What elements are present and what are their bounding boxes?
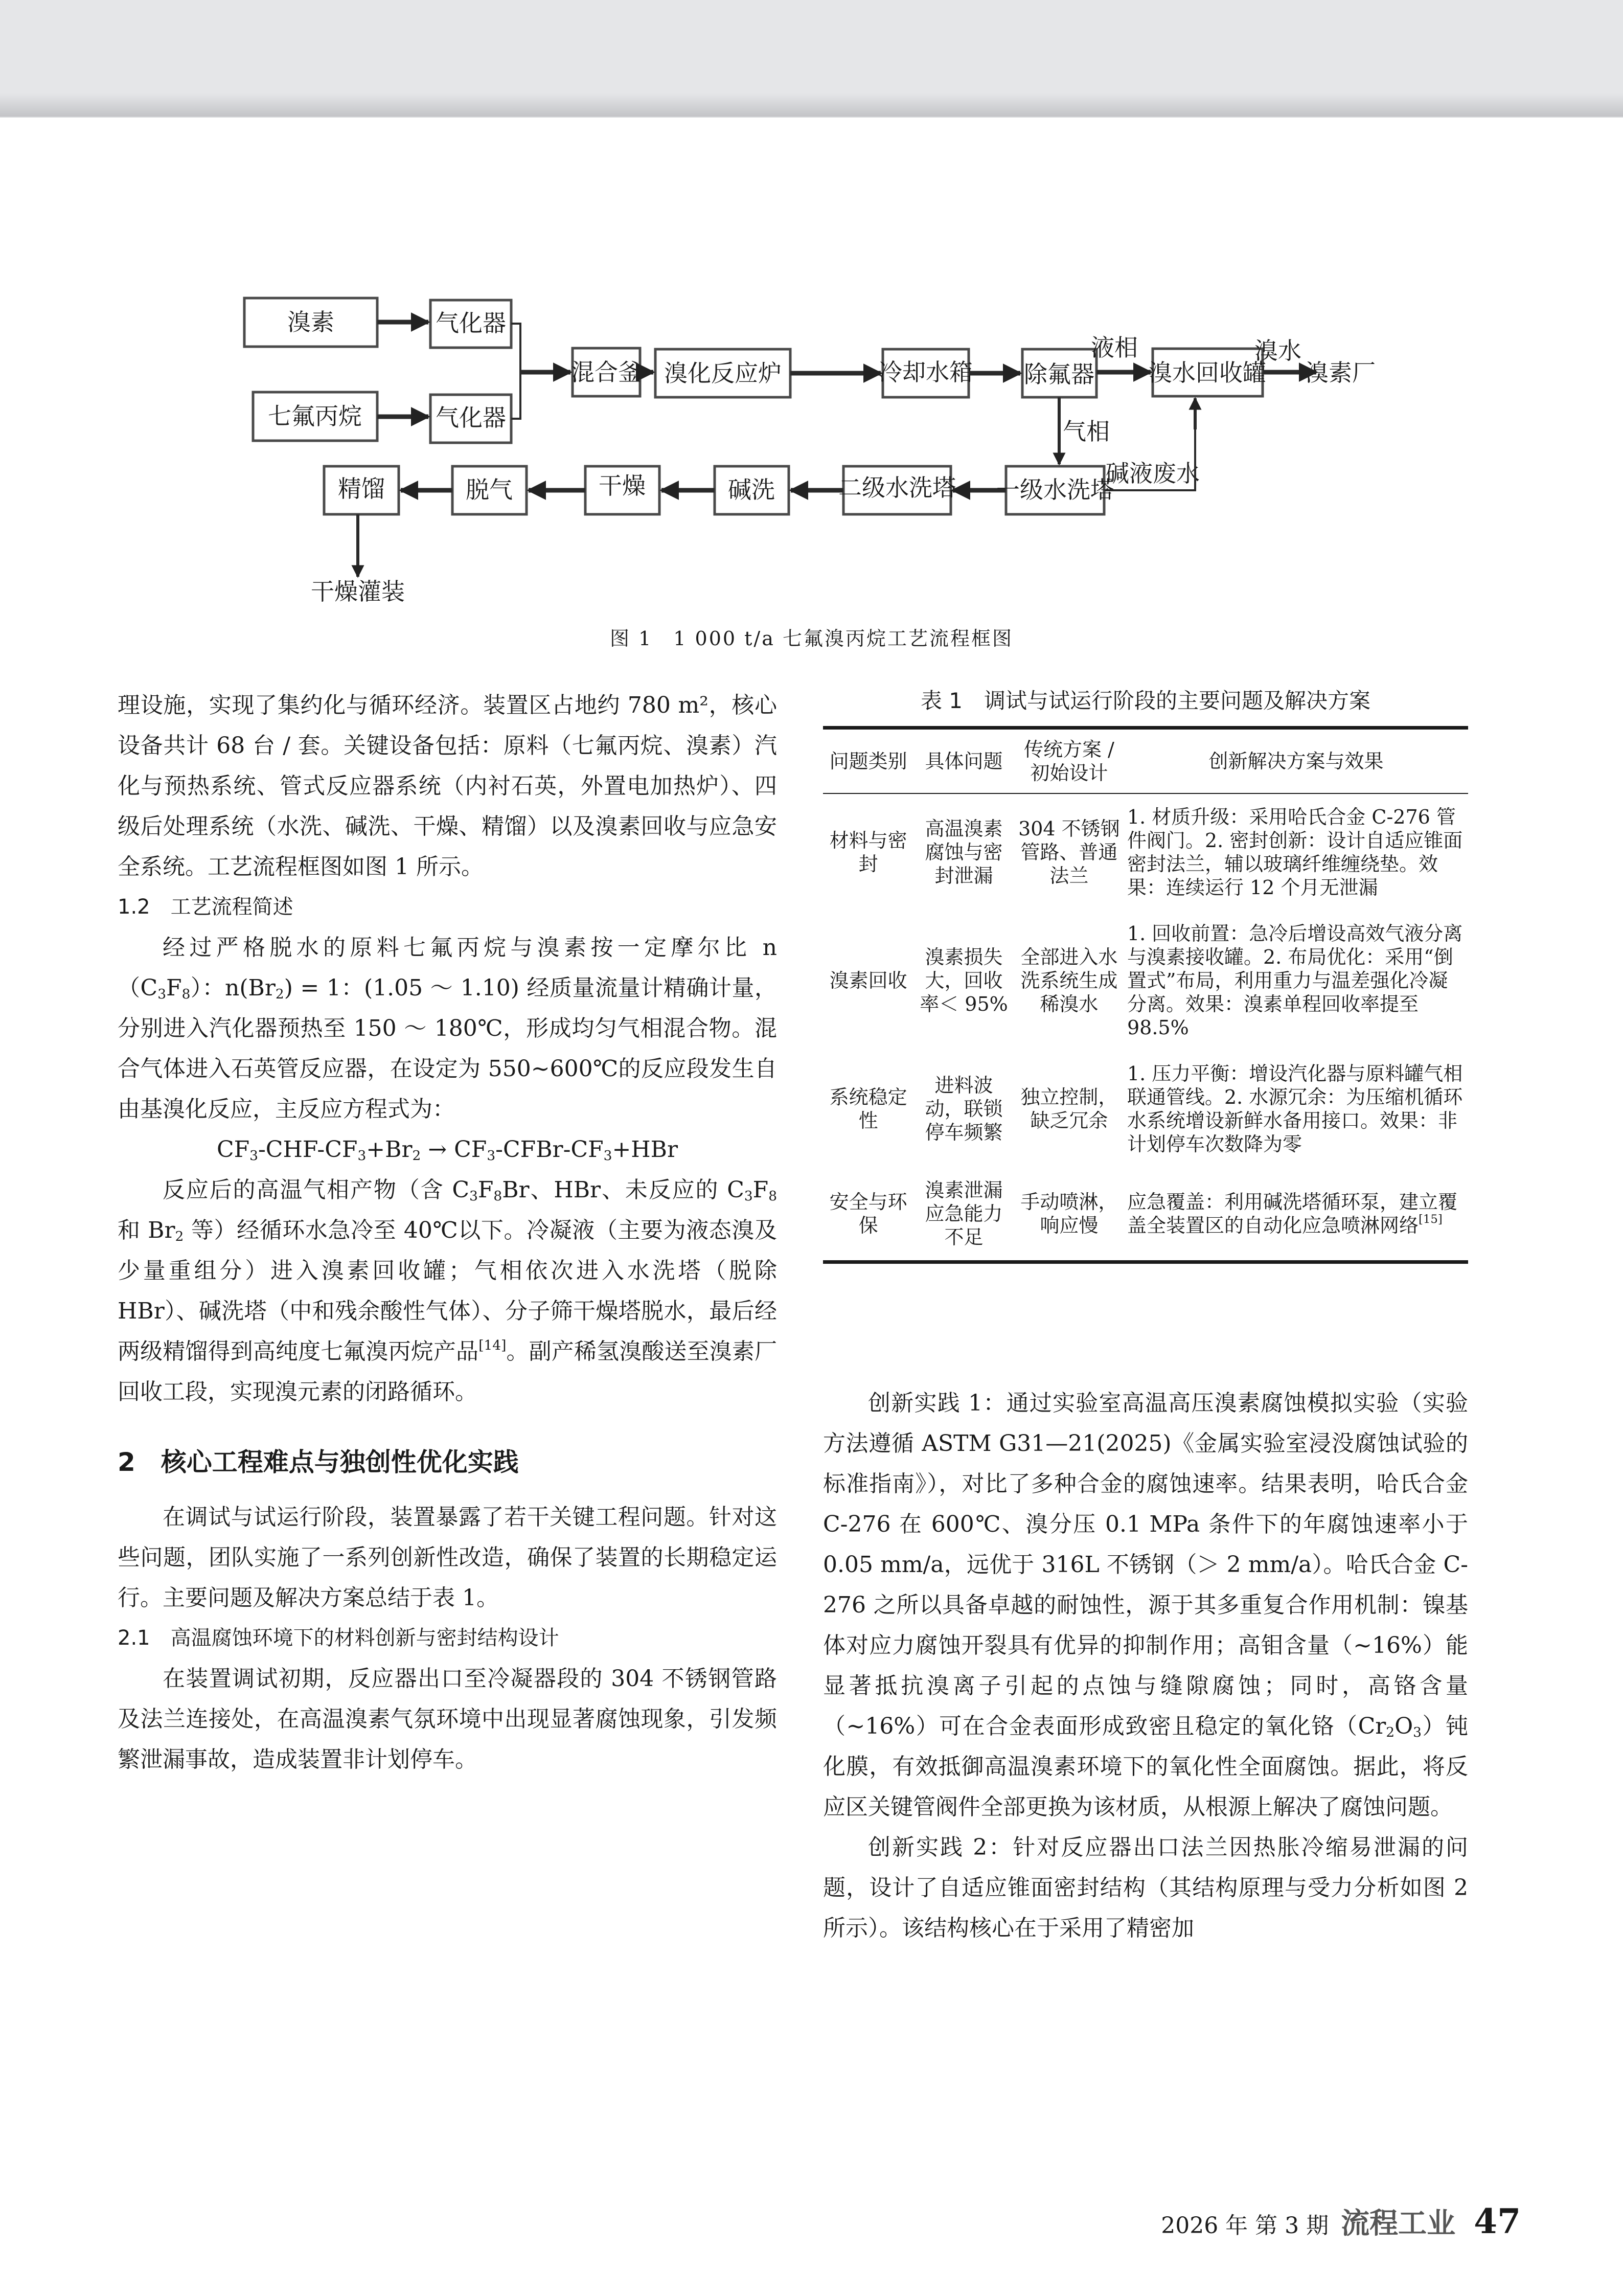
node-bromination-furnace-label: 溴化反应炉 xyxy=(664,359,782,387)
node-secondary-wash-tower-label: 二级水洗塔 xyxy=(838,474,956,502)
citation-15[interactable]: [15] xyxy=(1418,1213,1443,1226)
edge-label-liquid-phase: 液相 xyxy=(1091,334,1138,361)
table-row xyxy=(823,793,1468,911)
cell-problem: 溴素泄漏应急能力不足 xyxy=(925,1179,1003,1248)
node-bromination-reaction-furnace-box xyxy=(655,349,790,397)
node-defluorinator xyxy=(1022,349,1096,397)
paragraph-post-reaction: 反应后的高温气相产物（含 $C_3F_8Br$、HBr、未反应的 $C_3F_8$ 和 $Br_2$ 等）经循环水急冷至 40℃以下。冷凝液（主要为液态溴及少量重组分）进入溴素回收罐；气相依次进入水洗塔（脱除 HBr）、碱洗塔（中和残余酸性气体）、分子筛干燥塔脱水，最后经两级精馏得到高纯度七氟溴丙烷产品[14]。副产稀氢溴酸送至溴素厂回收工段，实现溴元素的闭路循环。 xyxy=(118,1177,778,1405)
paragraph-corrosion-issue: 在装置调试初期，反应器出口至冷凝器段的 304 不锈钢管路及法兰连接处，在高温溴素气氛环境中出现显著腐蚀现象，引发频繁泄漏事故，造成装置非计划停车。 xyxy=(118,1666,777,1772)
cell-solution: 应急覆盖：利用碱洗塔循环泵，建立覆盖全装置区的自动化应急喷淋网络[15] xyxy=(1127,1191,1457,1237)
paragraph-innovation-2: 创新实践 2：针对反应器出口法兰因热胀冷缩易泄漏的问题，设计了自适应锥面密封结构（其结构原理与受力分析如图 2 所示）。该结构核心在于采用了精密加 xyxy=(823,1834,1468,1941)
journal-name: 流程工业 xyxy=(1341,2207,1456,2240)
table-header-row xyxy=(823,728,1468,794)
section-heading-1-2: 1.2 工艺流程简述 xyxy=(118,895,293,919)
page-footer xyxy=(1161,2201,1521,2242)
table-row xyxy=(823,911,1468,1051)
node-vaporizer-top xyxy=(430,300,511,348)
node-secondary-wash-tower xyxy=(838,466,956,514)
node-mixer xyxy=(571,348,642,396)
node-mixer-label: 混合釜 xyxy=(571,358,642,386)
node-alkali-wash xyxy=(715,466,789,514)
node-vaporizer-top-label: 气化器 xyxy=(436,309,506,337)
node-bromine-water-tank xyxy=(1149,349,1266,396)
paragraph-process-description: 经过严格脱水的原料七氟丙烷与溴素按一定摩尔比 $n(C_3F_8)$：$n(Br_2) = 1$：(1.05 ～ 1.10) 经质量流量计精确计量，分别进入汽化器预热至 150 ～ 180℃，形成均匀气相混合物。混合气体进入石英管反应器，在设定为 550~600℃的反应段发生自由基溴化反应，主反应方程式为： xyxy=(118,935,778,1122)
node-alkali-wash-label: 碱洗 xyxy=(728,476,775,504)
process-flow-diagram xyxy=(0,0,1623,613)
cell-problem: 进料波动，联锁停车频繁 xyxy=(925,1074,1003,1144)
section-heading-2: 2 核心工程难点与独创性优化实践 xyxy=(118,1447,519,1477)
cell-solution: 1. 材质升级：采用哈氏合金 C-276 管件阀门。2. 密封创新：设计自适应锥面密封法兰，辅以玻璃纤维缠绕垫。效果：连续运行 12 个月无泄漏 xyxy=(1127,806,1463,899)
paragraph-facilities: 理设施，实现了集约化与循环经济。装置区占地约 780 m²，核心设备共计 68 台 / 套。关键设备包括：原料（七氟丙烷、溴素）汽化与预热系统、管式反应器系统（内衬石英，外置电加热炉）、四级后处理系统（水洗、碱洗、干燥、精馏）以及溴素回收与应急安全系统。工艺流程框图如图 1 所示。 xyxy=(118,692,777,880)
cell-traditional: 独立控制，缺乏冗余 xyxy=(1020,1086,1118,1132)
node-cooling-tank-label: 冷却水箱 xyxy=(879,358,973,386)
right-column xyxy=(823,1383,1468,1948)
node-heptafluoropropane-label: 七氟丙烷 xyxy=(268,402,362,430)
section-heading-2-1: 2.1 高温腐蚀环境下的材料创新与密封结构设计 xyxy=(118,1626,559,1650)
cell-category: 溴素回收 xyxy=(829,969,907,992)
header-traditional: 传统方案 / 初始设计 xyxy=(1023,738,1114,784)
paragraph-section2-intro: 在调试与试运行阶段，装置暴露了若干关键工程问题。针对这些问题，团队实施了一系列创新性改造，确保了装置的长期稳定运行。主要问题及解决方案总结于表 1。 xyxy=(118,1504,777,1611)
page-number: 47 xyxy=(1474,2201,1521,2241)
header-solution: 创新解决方案与效果 xyxy=(1208,750,1384,772)
node-primary-wash-tower-label: 一级水洗塔 xyxy=(996,476,1114,504)
vaporizer-merge-line xyxy=(511,324,520,419)
issue-label: 2026 年 第 3 期 xyxy=(1161,2213,1329,2239)
table-caption: 表 1 调试与试运行阶段的主要问题及解决方案 xyxy=(920,688,1371,713)
node-vaporizer-bottom-label: 气化器 xyxy=(436,404,506,431)
node-degassing-label: 脱气 xyxy=(466,476,513,504)
cell-category: 安全与环保 xyxy=(829,1191,907,1237)
table-row xyxy=(823,1051,1468,1167)
cell-traditional: 全部进入水洗系统生成稀溴水 xyxy=(1020,946,1118,1015)
cell-traditional: 手动喷淋，响应慢 xyxy=(1020,1191,1118,1237)
cell-category: 系统稳定性 xyxy=(829,1086,907,1132)
cell-category: 材料与密封 xyxy=(829,829,907,875)
edge-label-gas-phase: 气相 xyxy=(1063,418,1110,445)
figure-caption: 图 1 1 000 t/a 七氟溴丙烷工艺流程框图 xyxy=(610,627,1013,650)
cell-traditional: 304 不锈钢管路、普通法兰 xyxy=(1018,817,1120,887)
table-row xyxy=(823,1167,1468,1262)
cell-solution: 1. 回收前置：急冷后增设高效气液分离与溴素接收罐。2. 布局优化：采用“倒置式”布局，利用重力与温差强化冷凝分离。效果：溴素单程回收率提至 98.5% xyxy=(1127,922,1463,1039)
node-primary-wash-tower xyxy=(996,466,1114,514)
node-drying-label: 干燥 xyxy=(599,472,646,499)
node-bromine-label: 溴素 xyxy=(287,308,334,336)
node-rectification xyxy=(324,466,399,514)
citation-14[interactable]: [14] xyxy=(478,1337,507,1353)
node-cooling-tank xyxy=(879,349,973,397)
node-bromine-water-tank-label: 溴水回收罐 xyxy=(1149,359,1266,387)
node-degassing xyxy=(452,466,527,514)
node-vaporizer-bottom xyxy=(430,395,511,443)
problems-solutions-table xyxy=(823,726,1468,1264)
header-category: 问题类别 xyxy=(829,750,907,772)
paragraph-innovation-1: 创新实践 1：通过实验室高温高压溴素腐蚀模拟实验（实验方法遵循 ASTM G31—21(2025)《金属实验室浸没腐蚀试验的标准指南》），对比了多种合金的腐蚀速率。结果表明，哈氏合金 C-276 在 600℃、溴分压 0.1 MPa 条件下的年腐蚀速率小于 0.05 mm/a，远优于 316L 不锈钢（＞ 2 mm/a）。哈氏合金 C-276 之所以具备卓越的耐蚀性，源于其多重复合作用机制：镍基体对应力腐蚀开裂具有优异的抑制作用；高钼含量（~16%）能显著抵抗溴离子引起的点蚀与缝隙腐蚀；同时，高铬含量（~16%）可在合金表面形成致密且稳定的氧化铬$(Cr_2O_3)$钝化膜，有效抵御高温溴素环境下的氧化性全面腐蚀。据此，将反应区关键管阀件全部更换为该材质，从根源上解决了腐蚀问题。 xyxy=(823,1390,1468,1820)
node-bromine-plant-label: 溴素厂 xyxy=(1305,359,1376,387)
edge-label-bromine-water: 溴水 xyxy=(1254,337,1301,365)
cell-problem: 溴素损失大，回收率＜ 95% xyxy=(920,946,1008,1015)
left-column xyxy=(118,685,777,1780)
reaction-equation: $CF_3-CHF-CF_3+Br_2$ → $CF_3-CFBr-CF_3+HBr$ xyxy=(216,1136,678,1164)
node-drying xyxy=(585,466,659,514)
header-problem: 具体问题 xyxy=(925,750,1003,772)
node-drying-filling-label: 干燥灌装 xyxy=(311,578,405,605)
node-heptafluoropropane xyxy=(253,392,377,441)
edge-label-alkali-wastewater: 碱液废水 xyxy=(1106,460,1200,487)
node-bromine xyxy=(244,298,377,347)
cell-solution: 1. 压力平衡：增设汽化器与原料罐气相联通管线。2. 水源冗余：为压缩机循环水系统增设新鲜水备用接口。效果：非计划停车次数降为零 xyxy=(1127,1062,1463,1155)
node-defluorinator-label: 除氟器 xyxy=(1024,360,1094,388)
cell-problem: 高温溴素腐蚀与密封泄漏 xyxy=(925,817,1003,887)
node-rectification-label: 精馏 xyxy=(338,475,385,503)
